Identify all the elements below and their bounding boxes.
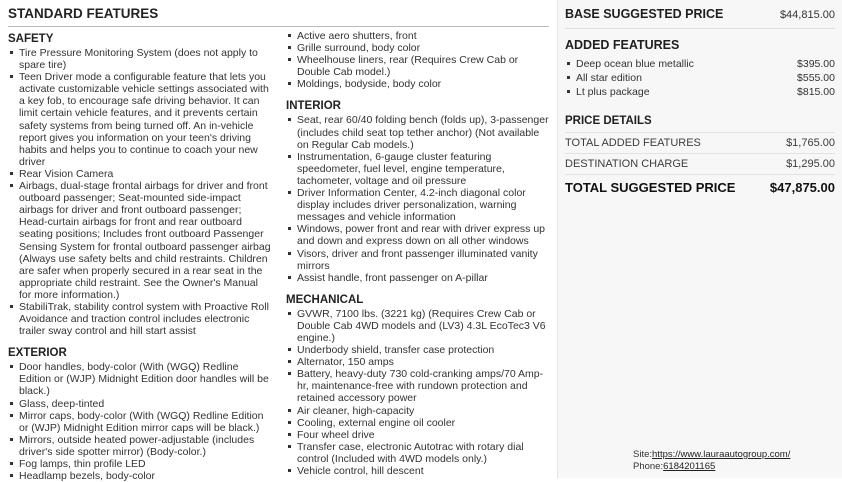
feature-item bbox=[8, 301, 271, 337]
feature-item bbox=[286, 356, 549, 368]
site-link[interactable]: https://www.lauraautogroup.com/ bbox=[652, 449, 791, 460]
bullet-icon bbox=[10, 184, 13, 187]
added-features-heading: ADDED FEATURES bbox=[565, 38, 680, 52]
price-detail-value: $1,295.00 bbox=[786, 158, 835, 170]
bullet-icon bbox=[288, 82, 291, 85]
price-detail-value: $1,765.00 bbox=[786, 137, 835, 149]
feature-text: Cooling, external engine oil cooler bbox=[297, 416, 456, 429]
feature-item bbox=[8, 410, 271, 434]
feature-text: Glass, deep-tinted bbox=[19, 397, 105, 410]
base-price-value: $44,815.00 bbox=[779, 9, 835, 21]
bullet-icon bbox=[288, 312, 291, 315]
feature-item bbox=[8, 168, 271, 180]
feature-text: Four wheel drive bbox=[297, 428, 375, 441]
feature-text: Wheelhouse liners, rear (Requires Crew Cab or Double Cab model.) bbox=[297, 54, 519, 79]
bullet-icon bbox=[10, 305, 13, 308]
feature-text: Air cleaner, high-capacity bbox=[297, 404, 415, 417]
feature-list bbox=[8, 47, 271, 337]
phone-link[interactable]: 6184201165 bbox=[663, 461, 716, 472]
bullet-icon bbox=[288, 227, 291, 230]
bullet-icon bbox=[288, 58, 291, 61]
added-feature-row bbox=[565, 71, 835, 85]
price-details-list bbox=[565, 132, 835, 201]
bullet-icon bbox=[10, 51, 13, 54]
feature-item bbox=[286, 272, 549, 284]
bullet-icon bbox=[10, 365, 13, 368]
feature-item bbox=[286, 114, 549, 150]
feature-item bbox=[8, 398, 271, 410]
bullet-icon bbox=[567, 90, 570, 93]
feature-section bbox=[8, 347, 271, 482]
feature-text: Mirrors, outside heated power-adjustable (includes driver's side spotter mirror) (Body-color.) bbox=[19, 433, 255, 458]
feature-text: Fog lamps, thin profile LED bbox=[19, 458, 146, 470]
feature-section bbox=[286, 100, 549, 283]
feature-section bbox=[286, 30, 549, 90]
feature-text: Moldings, bodyside, body color bbox=[297, 78, 442, 91]
feature-item bbox=[286, 465, 549, 477]
price-detail-label: TOTAL ADDED FEATURES bbox=[565, 137, 701, 149]
feature-text: GVWR, 7100 lbs. (3221 kg) (Requires Crew Cab or Double Cab 4WD models and (LV3) 4.3L EcoTec3 V6 engine.) bbox=[297, 307, 546, 344]
feature-text: Assist handle, front passenger on A-pillar bbox=[297, 271, 488, 284]
feature-item bbox=[8, 458, 271, 470]
feature-text: Visors, driver and front passenger illuminated vanity mirrors bbox=[297, 247, 538, 272]
feature-text: Door handles, body-color (With (WGQ) Redline Edition or (WJP) Midnight Edition door handles will be black.) bbox=[19, 361, 269, 398]
bullet-icon bbox=[288, 118, 291, 121]
bullet-icon bbox=[288, 276, 291, 279]
bullet-icon bbox=[10, 402, 13, 405]
feature-item bbox=[8, 47, 271, 71]
feature-item bbox=[286, 78, 549, 90]
added-feature-row bbox=[565, 57, 835, 71]
feature-item bbox=[286, 42, 549, 54]
feature-item bbox=[8, 71, 271, 168]
price-detail-label: DESTINATION CHARGE bbox=[565, 158, 689, 170]
bullet-icon bbox=[10, 172, 13, 175]
base-price-label: BASE SUGGESTED PRICE bbox=[565, 7, 724, 21]
added-feature-value: $555.00 bbox=[797, 72, 835, 84]
feature-text: Grille surround, body color bbox=[297, 42, 421, 55]
bullet-icon bbox=[288, 252, 291, 255]
added-feature-label: Lt plus package bbox=[576, 86, 650, 98]
feature-item bbox=[8, 434, 271, 458]
section-heading: MECHANICAL bbox=[286, 293, 364, 306]
bullet-icon bbox=[567, 62, 570, 65]
feature-item bbox=[286, 187, 549, 223]
added-feature-row bbox=[565, 85, 835, 99]
feature-item bbox=[286, 417, 549, 429]
site-row bbox=[633, 449, 790, 461]
price-panel bbox=[557, 0, 842, 478]
site-label: Site: bbox=[633, 449, 653, 460]
price-detail-row bbox=[565, 153, 835, 174]
feature-item bbox=[8, 361, 271, 397]
feature-item bbox=[286, 30, 549, 42]
feature-text: Battery, heavy-duty 730 cold-cranking amps/70 Amp-hr, maintenance-free with rundown protection and retained accessory power bbox=[297, 368, 544, 405]
feature-text: Airbags, dual-stage frontal airbags for driver and front outboard passenger; Seat-mounted side-impact airbags for driver and front outboard passenger; Head-curtain airbags for front and rear outboard seating positions; Includes front outboard Passenger Sensing System for frontal outboard passenger airbag (Always use safety belts and child restraints. Children are safer when properly secured in a rear seat in the appropriate child restraint. See the Owner's Manual for more information.) bbox=[19, 180, 271, 301]
feature-text: Windows, power front and rear with driver express up and down and express down on all other windows bbox=[297, 223, 546, 248]
section-heading: INTERIOR bbox=[286, 100, 341, 113]
feature-text: StabiliTrak, stability control system with Proactive Roll Avoidance and traction control includes electronic trailer sway control and hill start assist bbox=[19, 300, 269, 338]
feature-text: Driver Information Center, 4.2-inch diagonal color display includes driver personalization, warning messages and vehicle information bbox=[297, 187, 526, 224]
bullet-icon bbox=[10, 462, 13, 465]
features-column-2 bbox=[286, 30, 549, 482]
feature-item bbox=[286, 429, 549, 441]
feature-text: Headlamp bezels, body-color bbox=[19, 470, 155, 482]
feature-text: Active aero shutters, front bbox=[297, 30, 417, 42]
feature-item bbox=[286, 344, 549, 356]
bullet-icon bbox=[10, 75, 13, 78]
base-price-row bbox=[565, 4, 835, 29]
feature-list bbox=[286, 30, 549, 90]
price-detail-label: TOTAL SUGGESTED PRICE bbox=[565, 180, 736, 195]
bullet-icon bbox=[288, 46, 291, 49]
feature-text: Teen Driver mode a configurable feature that lets you activate customizable vehicle settings associated with a key fob, to encourage safe driving behavior. It can limit certain vehicle features, and it prevents certain safety systems from being turned off. An in-vehicle report gives you information on your teen's driving habits and helps you to continue to coach your new driver bbox=[19, 71, 269, 168]
bullet-icon bbox=[288, 421, 291, 424]
bullet-icon bbox=[567, 76, 570, 79]
feature-item bbox=[286, 405, 549, 417]
bullet-icon bbox=[288, 469, 291, 472]
feature-text: Mirror caps, body-color (With (WGQ) Redline Edition or (WJP) Midnight Edition mirror caps will be black.) bbox=[19, 409, 264, 434]
price-detail-row bbox=[565, 132, 835, 153]
added-feature-label: Deep ocean blue metallic bbox=[576, 58, 694, 70]
price-detail-value: $47,875.00 bbox=[769, 180, 835, 195]
bullet-icon bbox=[288, 409, 291, 412]
bullet-icon bbox=[288, 433, 291, 436]
price-details-heading: PRICE DETAILS bbox=[565, 115, 652, 127]
added-feature-label: All star edition bbox=[576, 72, 642, 84]
feature-text: Rear Vision Camera bbox=[19, 167, 114, 180]
bullet-icon bbox=[288, 360, 291, 363]
phone-row bbox=[633, 461, 790, 473]
bullet-icon bbox=[288, 348, 291, 351]
feature-list bbox=[286, 114, 549, 283]
bullet-icon bbox=[288, 155, 291, 158]
bullet-icon bbox=[288, 34, 291, 37]
feature-item bbox=[8, 180, 271, 301]
contact-block bbox=[633, 449, 790, 473]
added-feature-value: $395.00 bbox=[797, 58, 835, 70]
feature-item bbox=[286, 368, 549, 404]
total-suggested-price-row bbox=[565, 174, 835, 201]
features-column-1 bbox=[8, 30, 271, 482]
bullet-icon bbox=[288, 372, 291, 375]
feature-text: Tire Pressure Monitoring System (does not apply to spare tire) bbox=[19, 47, 258, 72]
feature-text: Underbody shield, transfer case protection bbox=[297, 344, 495, 357]
section-heading: SAFETY bbox=[8, 33, 54, 45]
feature-text: Vehicle control, hill descent bbox=[297, 465, 424, 477]
section-heading: EXTERIOR bbox=[8, 347, 67, 360]
feature-text: Instrumentation, 6-gauge cluster featuring speedometer, fuel level, engine temperature, tachometer, voltage and oil pressure bbox=[297, 150, 505, 187]
phone-label: Phone: bbox=[633, 461, 664, 472]
feature-item bbox=[286, 223, 549, 247]
page-title: STANDARD FEATURES bbox=[8, 6, 549, 27]
added-features-list bbox=[565, 57, 835, 99]
feature-item bbox=[286, 151, 549, 187]
feature-item bbox=[286, 54, 549, 78]
feature-item bbox=[286, 308, 549, 344]
feature-text: Alternator, 150 amps bbox=[297, 356, 394, 369]
bullet-icon bbox=[10, 474, 13, 477]
bullet-icon bbox=[288, 445, 291, 448]
bullet-icon bbox=[10, 438, 13, 441]
feature-item bbox=[286, 441, 549, 465]
feature-item bbox=[8, 470, 271, 482]
features-columns bbox=[8, 30, 549, 482]
added-feature-value: $815.00 bbox=[797, 86, 835, 98]
bullet-icon bbox=[288, 191, 291, 194]
feature-list bbox=[286, 308, 549, 477]
feature-item bbox=[286, 248, 549, 272]
feature-list bbox=[8, 361, 271, 482]
bullet-icon bbox=[10, 414, 13, 417]
feature-text: Transfer case, electronic Autotrac with rotary dial control (Included with 4WD models only.) bbox=[297, 440, 524, 465]
feature-text: Seat, rear 60/40 folding bench (folds up), 3-passenger (includes child seat top tether anchor) (Not available on Regular Cab models.) bbox=[297, 114, 549, 151]
feature-section bbox=[286, 294, 549, 477]
feature-section bbox=[8, 33, 271, 337]
